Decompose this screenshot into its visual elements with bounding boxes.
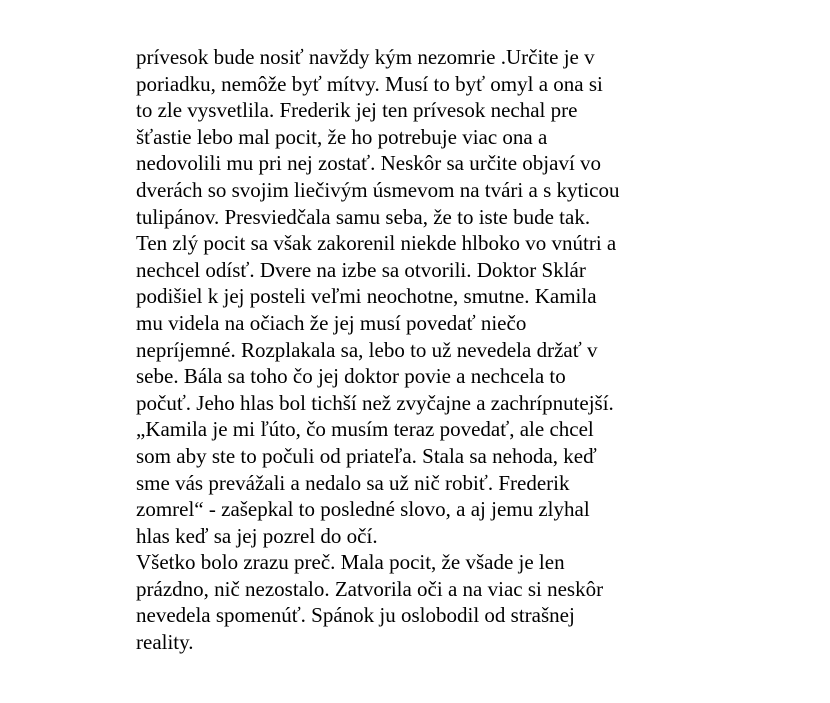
document-body-text xyxy=(136,44,736,656)
text-line: tulipánov. Presviedčala samu seba, že to iste bude tak. xyxy=(136,204,591,229)
text-line: nedovolili mu pri nej zostať. Neskôr sa určite objaví vo xyxy=(136,151,602,176)
text-line: prázdno, nič nezostalo. Zatvorila oči a na viac si neskôr xyxy=(136,576,604,601)
text-line: prívesok bude nosiť navždy kým nezomrie .Určite je v xyxy=(136,45,595,69)
text-line: „Kamila je mi ľúto, čo musím teraz povedať, ale chcel xyxy=(136,417,594,442)
text-line: dverách so svojim liečivým úsmevom na tvári a s kyticou xyxy=(136,177,620,202)
text-line: nepríjemné. Rozplakala sa, lebo to už nevedela držať v xyxy=(136,337,598,362)
text-line: hlas keď sa jej pozrel do očí. xyxy=(136,523,378,548)
text-line: Všetko bolo zrazu preč. Mala pocit, že všade je len xyxy=(136,550,565,575)
text-line: som aby ste to počuli od priateľa. Stala sa nehoda, keď xyxy=(136,443,597,468)
text-line: šťastie lebo mal pocit, že ho potrebuje viac ona a xyxy=(136,124,548,149)
text-line: Ten zlý pocit sa však zakorenil niekde hlboko vo vnútri a xyxy=(136,231,617,256)
text-line: poriadku, nemôže byť mítvy. Musí to byť omyl a ona si xyxy=(136,71,603,96)
text-line: nevedela spomenúť. Spánok ju oslobodil od strašnej xyxy=(136,603,575,628)
text-line: podišiel k jej posteli veľmi neochotne, smutne. Kamila xyxy=(136,284,597,309)
text-line: nechcel odísť. Dvere na izbe sa otvorili. Doktor Sklár xyxy=(136,257,586,282)
text-line: reality. xyxy=(136,630,194,655)
text-line: to zle vysvetlila. Frederik jej ten prívesok nechal pre xyxy=(136,98,578,123)
text-line: počuť. Jeho hlas bol tichší než zvyčajne a zachrípnutejší. xyxy=(136,390,614,415)
text-line: sme vás prevážali a nedalo sa už nič robiť. Frederik xyxy=(136,470,570,495)
text-line: mu videla na očiach že jej musí povedať niečo xyxy=(136,310,527,335)
text-line: sebe. Bála sa toho čo jej doktor povie a nechcela to xyxy=(136,364,566,389)
text-line: zomrel“ - zašepkal to posledné slovo, a aj jemu zlyhal xyxy=(136,497,590,522)
